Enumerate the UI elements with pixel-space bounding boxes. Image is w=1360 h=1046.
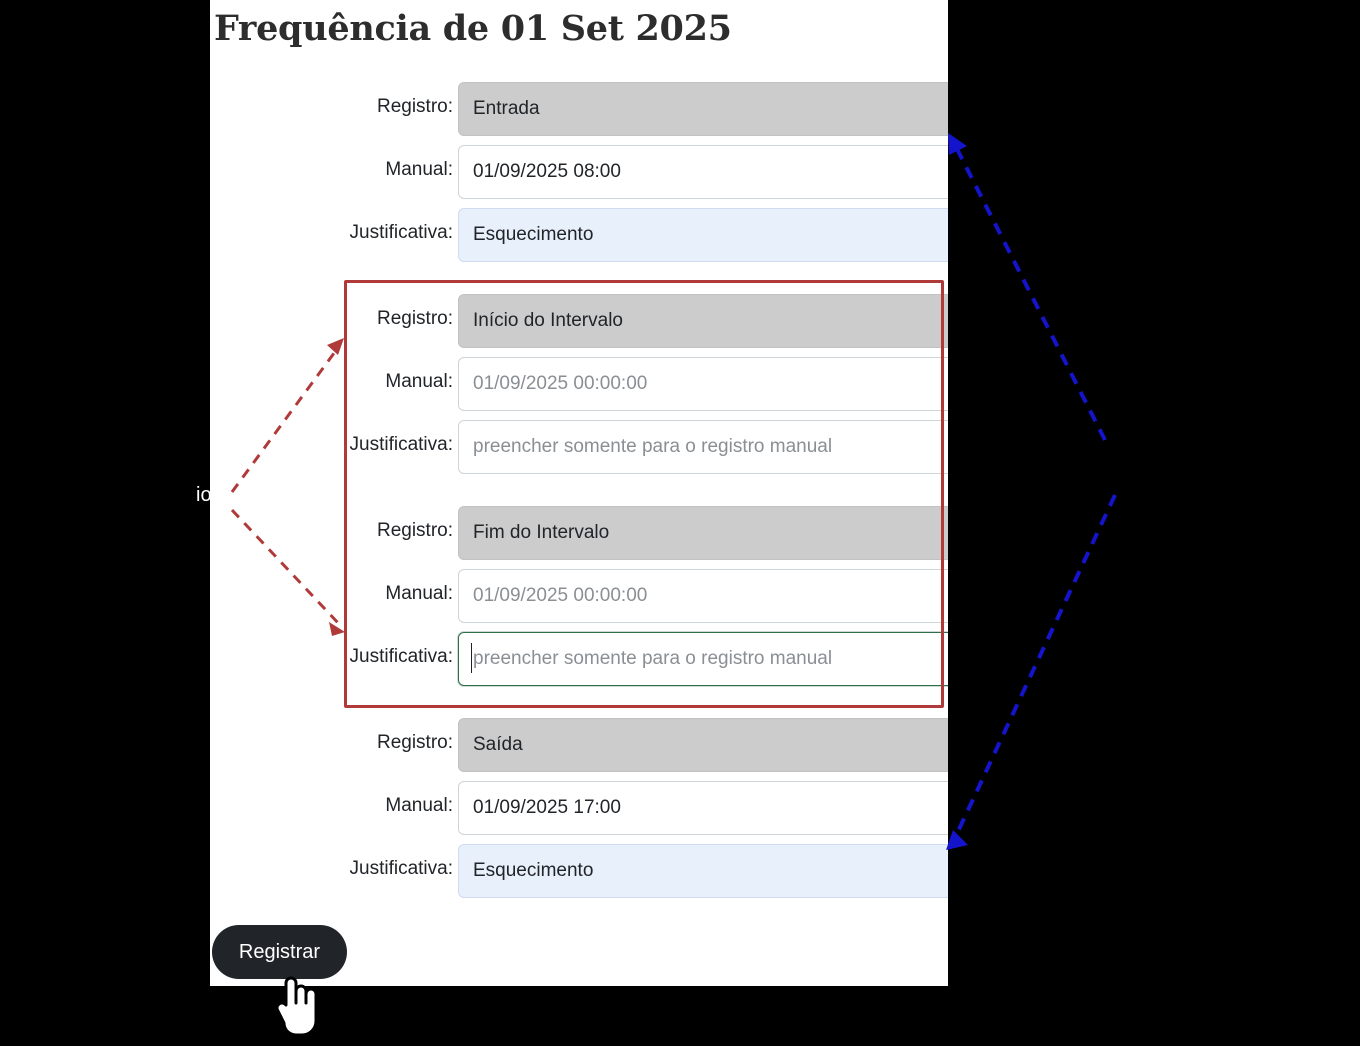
label-registro: Registro:	[376, 96, 453, 117]
row-manual-entrada	[210, 145, 948, 207]
row-manual-saida	[210, 781, 948, 843]
input-manual-saida[interactable]: 01/09/2025 17:00	[458, 781, 948, 835]
row-manual-fim-intervalo	[210, 569, 948, 631]
row-justificativa-fim-intervalo	[210, 632, 948, 694]
registrar-button[interactable]: Registrar	[212, 925, 347, 979]
label-registro: Registro:	[376, 520, 453, 541]
row-justificativa-entrada	[210, 208, 948, 270]
select-registro-fim-intervalo[interactable]: Fim do Intervalo	[458, 506, 948, 560]
label-registro: Registro:	[376, 732, 453, 753]
right-blue-arrow-group	[946, 133, 1115, 850]
label-manual: Manual:	[385, 159, 453, 180]
input-justificativa-saida[interactable]: Esquecimento	[458, 844, 948, 898]
input-justificativa-fim-intervalo[interactable]: preencher somente para o registro manual	[458, 632, 948, 686]
row-justificativa-saida	[210, 844, 948, 906]
label-manual: Manual:	[385, 795, 453, 816]
page-title: Frequência de 01 Set 2025	[214, 8, 732, 49]
select-registro-entrada[interactable]: Entrada	[458, 82, 948, 136]
row-manual-inicio-intervalo	[210, 357, 948, 419]
label-justificativa: Justificativa:	[349, 434, 453, 455]
text-caret	[471, 643, 472, 673]
label-manual: Manual:	[385, 371, 453, 392]
label-justificativa: Justificativa:	[349, 646, 453, 667]
row-registro-entrada	[210, 82, 948, 144]
left-annotation-text: io	[196, 484, 212, 506]
row-justificativa-inicio-intervalo	[210, 420, 948, 482]
label-manual: Manual:	[385, 583, 453, 604]
input-manual-entrada[interactable]: 01/09/2025 08:00	[458, 145, 948, 199]
input-justificativa-inicio-intervalo[interactable]: preencher somente para o registro manual	[458, 420, 948, 474]
label-registro: Registro:	[376, 308, 453, 329]
row-registro-saida	[210, 718, 948, 780]
label-justificativa: Justificativa:	[349, 222, 453, 243]
input-manual-inicio-intervalo[interactable]: 01/09/2025 00:00:00	[458, 357, 948, 411]
select-registro-saida[interactable]: Saída	[458, 718, 948, 772]
label-justificativa: Justificativa:	[349, 858, 453, 879]
input-manual-fim-intervalo[interactable]: 01/09/2025 00:00:00	[458, 569, 948, 623]
input-justificativa-entrada[interactable]: Esquecimento	[458, 208, 948, 262]
attendance-form-panel	[210, 0, 948, 986]
row-registro-fim-intervalo	[210, 506, 948, 568]
row-registro-inicio-intervalo	[210, 294, 948, 356]
select-registro-inicio-intervalo[interactable]: Início do Intervalo	[458, 294, 948, 348]
